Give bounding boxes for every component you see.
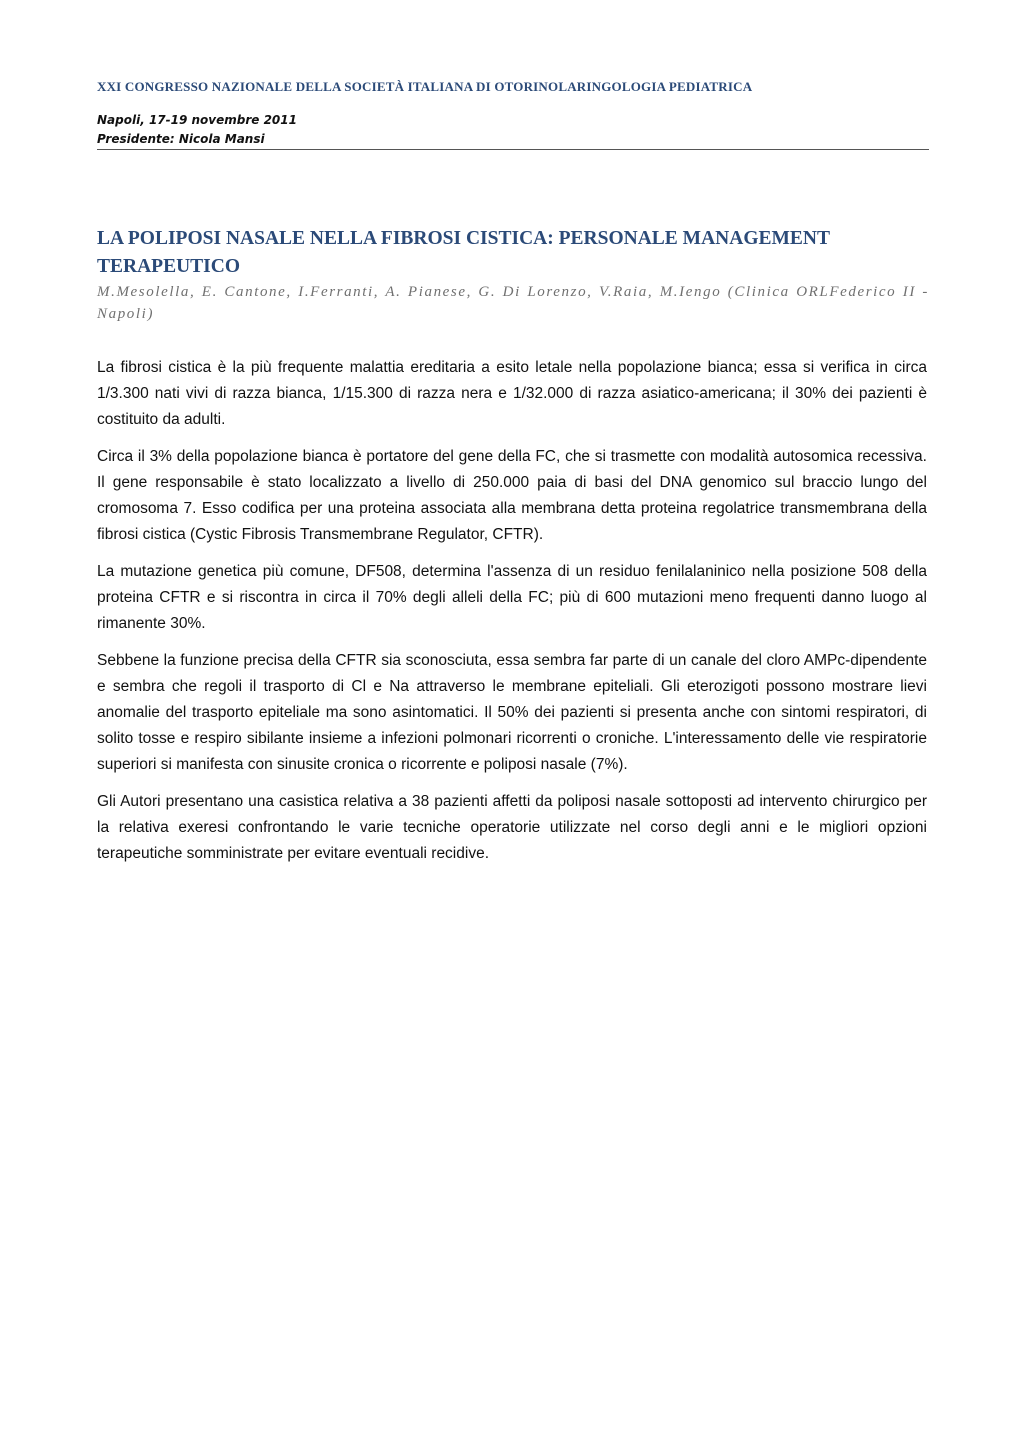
congress-title: XXI CONGRESSO NAZIONALE DELLA SOCIETÀ ITALIANA DI OTORINOLARINGOLOGIA PEDIATRICA bbox=[97, 79, 753, 94]
body-paragraph: Sebbene la funzione precisa della CFTR sia sconosciuta, essa sembra far parte di un canale del cloro AMPc-dipendente e sembra che regoli il trasporto di Cl e Na attraverso le membrane epiteliali. Gli eterozigoti possono mostrare lievi anomalie del trasporto epiteliale ma sono asintomatici. Il 50% dei pazienti si presenta anche con sintomi respiratori, di solito tosse e respiro sibilante insieme a infezioni polmonari ricorrenti o croniche. L'interessamento delle vie respiratorie superiori si manifesta con sinusite cronica o ricorrente e poliposi nasale (7%). bbox=[97, 652, 927, 773]
congress-president: Presidente: Nicola Mansi bbox=[97, 132, 265, 146]
header-divider bbox=[97, 149, 929, 150]
body-paragraph: La fibrosi cistica è la più frequente malattia ereditaria a esito letale nella popolazione bianca; essa si verifica in circa 1/3.300 nati vivi di razza bianca, 1/15.300 di razza nera e 1/32.000 di razza asiatico-americana; il 30% dei pazienti è costituito da adulti. bbox=[97, 359, 927, 428]
article-authors: M.Mesolella, E. Cantone, I.Ferranti, A. Pianese, G. Di Lorenzo, V.Raia, M.Iengo (Clinica ORLFederico II - Napoli) bbox=[97, 284, 929, 322]
body-paragraph: Circa il 3% della popolazione bianca è portatore del gene della FC, che si trasmette con modalità autosomica recessiva. Il gene responsabile è stato localizzato a livello di 250.000 paia di basi del DNA genomico sul braccio lungo del cromosoma 7. Esso codifica per una proteina associata alla membrana detta proteina regolatrice transmembrana della fibrosi cistica (Cystic Fibrosis Transmembrane Regulator, CFTR). bbox=[97, 448, 927, 543]
article-title: LA POLIPOSI NASALE NELLA FIBROSI CISTICA: PERSONALE MANAGEMENT TERAPEUTICO bbox=[97, 228, 830, 277]
body-paragraph: La mutazione genetica più comune, DF508, determina l'assenza di un residuo fenilalaninico nella posizione 508 della proteina CFTR e si riscontra in circa il 70% degli alleli della FC; più di 600 mutazioni meno frequenti danno luogo al rimanente 30%. bbox=[97, 563, 927, 632]
body-paragraph: Gli Autori presentano una casistica relativa a 38 pazienti affetti da poliposi nasale sottoposti ad intervento chirurgico per la relativa exeresi confrontando le varie tecniche operatorie utilizzate nel corso degli anni e le migliori opzioni terapeutiche somministrate per evitare eventuali recidive. bbox=[97, 793, 927, 862]
congress-place-date: Napoli, 17-19 novembre 2011 bbox=[97, 113, 297, 127]
congress-meta bbox=[97, 111, 297, 149]
article-body bbox=[97, 355, 927, 878]
